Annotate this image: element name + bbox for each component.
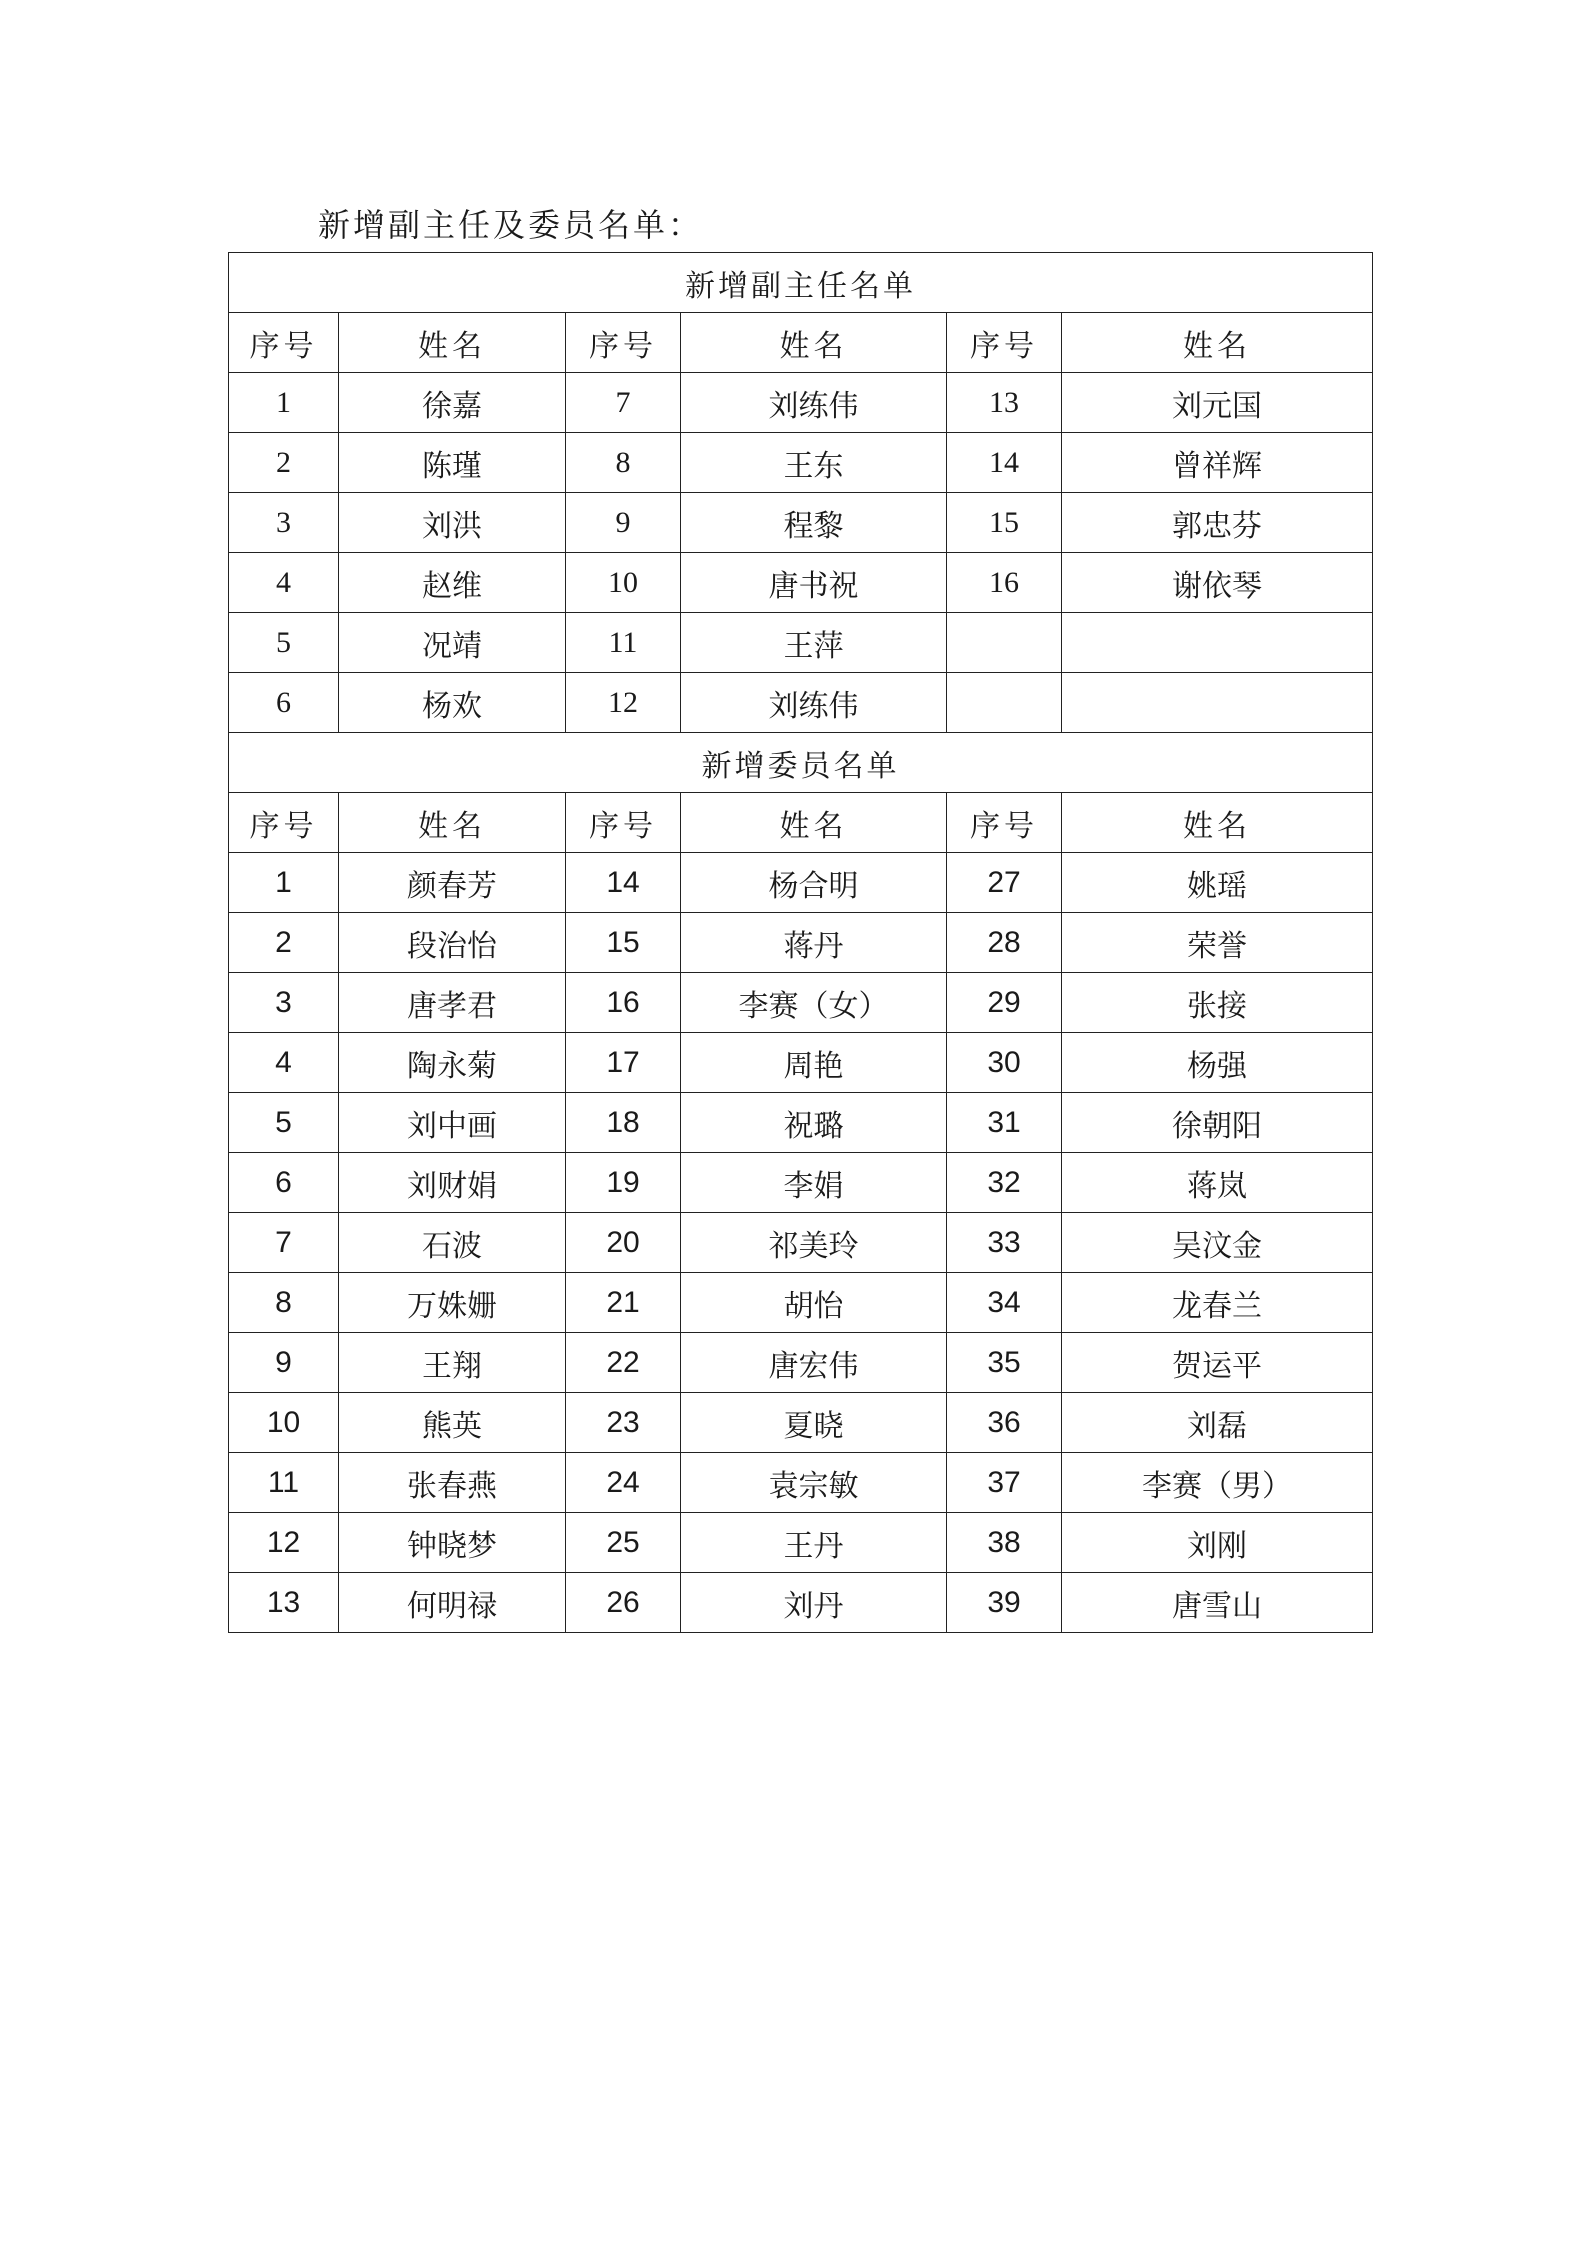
name-cell: 段治怡	[339, 913, 566, 973]
seq-cell: 3	[229, 493, 339, 553]
seq-cell: 8	[566, 433, 681, 493]
members-section-title: 新增委员名单	[229, 733, 1373, 793]
table-row	[229, 673, 1373, 733]
name-cell: 蒋岚	[1062, 1153, 1373, 1213]
name-cell: 刘财娟	[339, 1153, 566, 1213]
page-title: 新增副主任及委员名单：	[318, 206, 704, 244]
name-cell: 姚瑶	[1062, 853, 1373, 913]
seq-cell: 21	[566, 1273, 681, 1333]
seq-cell: 38	[947, 1513, 1062, 1573]
seq-cell: 17	[566, 1033, 681, 1093]
name-cell: 刘元国	[1062, 373, 1373, 433]
table-row	[229, 613, 1373, 673]
table-row	[229, 1453, 1373, 1513]
name-cell: 周艳	[681, 1033, 947, 1093]
name-cell: 刘刚	[1062, 1513, 1373, 1573]
name-cell: 袁宗敏	[681, 1453, 947, 1513]
seq-cell	[947, 613, 1062, 673]
members-header-row	[229, 793, 1373, 853]
members-title-row	[229, 733, 1373, 793]
name-cell: 熊英	[339, 1393, 566, 1453]
name-cell: 祁美玲	[681, 1213, 947, 1273]
name-cell: 杨欢	[339, 673, 566, 733]
name-cell: 蒋丹	[681, 913, 947, 973]
name-cell: 唐雪山	[1062, 1573, 1373, 1633]
seq-cell: 7	[229, 1213, 339, 1273]
seq-cell: 20	[566, 1213, 681, 1273]
seq-cell: 6	[229, 673, 339, 733]
seq-cell: 6	[229, 1153, 339, 1213]
name-cell: 刘中画	[339, 1093, 566, 1153]
table-row	[229, 373, 1373, 433]
seq-cell: 22	[566, 1333, 681, 1393]
name-cell: 杨强	[1062, 1033, 1373, 1093]
vice-directors-title-row	[229, 253, 1373, 313]
seq-cell: 14	[566, 853, 681, 913]
table-row	[229, 1153, 1373, 1213]
name-cell: 王萍	[681, 613, 947, 673]
name-cell	[1062, 613, 1373, 673]
name-cell: 胡怡	[681, 1273, 947, 1333]
seq-cell: 10	[566, 553, 681, 613]
header-seq: 序号	[947, 313, 1062, 373]
header-name: 姓名	[1062, 793, 1373, 853]
name-cell: 赵维	[339, 553, 566, 613]
seq-cell: 13	[947, 373, 1062, 433]
seq-cell: 5	[229, 1093, 339, 1153]
seq-cell: 30	[947, 1033, 1062, 1093]
seq-cell: 31	[947, 1093, 1062, 1153]
name-cell: 贺运平	[1062, 1333, 1373, 1393]
seq-cell: 35	[947, 1333, 1062, 1393]
table-row	[229, 553, 1373, 613]
seq-cell: 37	[947, 1453, 1062, 1513]
table-row	[229, 973, 1373, 1033]
name-cell: 荣誉	[1062, 913, 1373, 973]
name-cell: 刘洪	[339, 493, 566, 553]
seq-cell: 3	[229, 973, 339, 1033]
seq-cell: 32	[947, 1153, 1062, 1213]
seq-cell: 28	[947, 913, 1062, 973]
seq-cell: 1	[229, 853, 339, 913]
seq-cell: 23	[566, 1393, 681, 1453]
seq-cell: 29	[947, 973, 1062, 1033]
seq-cell: 11	[566, 613, 681, 673]
name-cell: 刘练伟	[681, 673, 947, 733]
table-row	[229, 1093, 1373, 1153]
seq-cell: 25	[566, 1513, 681, 1573]
seq-cell: 16	[566, 973, 681, 1033]
table-row	[229, 913, 1373, 973]
seq-cell: 16	[947, 553, 1062, 613]
seq-cell: 12	[229, 1513, 339, 1573]
table-row	[229, 1333, 1373, 1393]
seq-cell: 4	[229, 1033, 339, 1093]
table-row	[229, 1393, 1373, 1453]
header-name: 姓名	[1062, 313, 1373, 373]
name-cell: 陈瑾	[339, 433, 566, 493]
name-cell: 李娟	[681, 1153, 947, 1213]
table-row	[229, 853, 1373, 913]
seq-cell: 13	[229, 1573, 339, 1633]
header-seq: 序号	[229, 793, 339, 853]
table-row	[229, 1273, 1373, 1333]
name-cell: 刘练伟	[681, 373, 947, 433]
seq-cell: 9	[229, 1333, 339, 1393]
seq-cell: 2	[229, 913, 339, 973]
header-seq: 序号	[229, 313, 339, 373]
name-cell: 夏晓	[681, 1393, 947, 1453]
seq-cell: 14	[947, 433, 1062, 493]
name-cell: 祝璐	[681, 1093, 947, 1153]
header-seq: 序号	[566, 313, 681, 373]
table-row	[229, 1513, 1373, 1573]
name-cell: 吴汶金	[1062, 1213, 1373, 1273]
seq-cell: 2	[229, 433, 339, 493]
seq-cell	[947, 673, 1062, 733]
name-cell: 龙春兰	[1062, 1273, 1373, 1333]
table-row	[229, 1033, 1373, 1093]
name-cell: 石波	[339, 1213, 566, 1273]
seq-cell: 11	[229, 1453, 339, 1513]
seq-cell: 5	[229, 613, 339, 673]
header-name: 姓名	[339, 313, 566, 373]
table-row	[229, 493, 1373, 553]
name-cell: 何明禄	[339, 1573, 566, 1633]
name-cell: 唐宏伟	[681, 1333, 947, 1393]
header-seq: 序号	[947, 793, 1062, 853]
seq-cell: 15	[566, 913, 681, 973]
name-cell: 李赛（女）	[681, 973, 947, 1033]
seq-cell: 15	[947, 493, 1062, 553]
name-cell: 刘磊	[1062, 1393, 1373, 1453]
name-cell: 曾祥辉	[1062, 433, 1373, 493]
name-cell: 万姝姗	[339, 1273, 566, 1333]
seq-cell: 33	[947, 1213, 1062, 1273]
name-cell: 徐嘉	[339, 373, 566, 433]
seq-cell: 27	[947, 853, 1062, 913]
name-cell: 徐朝阳	[1062, 1093, 1373, 1153]
name-cell: 钟晓梦	[339, 1513, 566, 1573]
name-cell: 颜春芳	[339, 853, 566, 913]
seq-cell: 12	[566, 673, 681, 733]
seq-cell: 34	[947, 1273, 1062, 1333]
roster-table	[228, 252, 1373, 1633]
header-seq: 序号	[566, 793, 681, 853]
roster-body	[229, 253, 1373, 1633]
table-row	[229, 1213, 1373, 1273]
header-name: 姓名	[681, 313, 947, 373]
header-name: 姓名	[339, 793, 566, 853]
seq-cell: 4	[229, 553, 339, 613]
name-cell: 李赛（男）	[1062, 1453, 1373, 1513]
seq-cell: 39	[947, 1573, 1062, 1633]
name-cell: 陶永菊	[339, 1033, 566, 1093]
table-row	[229, 433, 1373, 493]
seq-cell: 26	[566, 1573, 681, 1633]
name-cell: 王丹	[681, 1513, 947, 1573]
seq-cell: 19	[566, 1153, 681, 1213]
seq-cell: 18	[566, 1093, 681, 1153]
name-cell: 王翔	[339, 1333, 566, 1393]
seq-cell: 7	[566, 373, 681, 433]
seq-cell: 1	[229, 373, 339, 433]
name-cell	[1062, 673, 1373, 733]
vice-directors-section-title: 新增副主任名单	[229, 253, 1373, 313]
name-cell: 张接	[1062, 973, 1373, 1033]
name-cell: 谢依琴	[1062, 553, 1373, 613]
seq-cell: 9	[566, 493, 681, 553]
name-cell: 况靖	[339, 613, 566, 673]
header-name: 姓名	[681, 793, 947, 853]
seq-cell: 24	[566, 1453, 681, 1513]
name-cell: 刘丹	[681, 1573, 947, 1633]
seq-cell: 10	[229, 1393, 339, 1453]
table-row	[229, 1573, 1373, 1633]
name-cell: 张春燕	[339, 1453, 566, 1513]
name-cell: 唐孝君	[339, 973, 566, 1033]
seq-cell: 8	[229, 1273, 339, 1333]
vice-directors-header-row	[229, 313, 1373, 373]
name-cell: 杨合明	[681, 853, 947, 913]
seq-cell: 36	[947, 1393, 1062, 1453]
name-cell: 王东	[681, 433, 947, 493]
name-cell: 唐书祝	[681, 553, 947, 613]
name-cell: 郭忠芬	[1062, 493, 1373, 553]
name-cell: 程黎	[681, 493, 947, 553]
